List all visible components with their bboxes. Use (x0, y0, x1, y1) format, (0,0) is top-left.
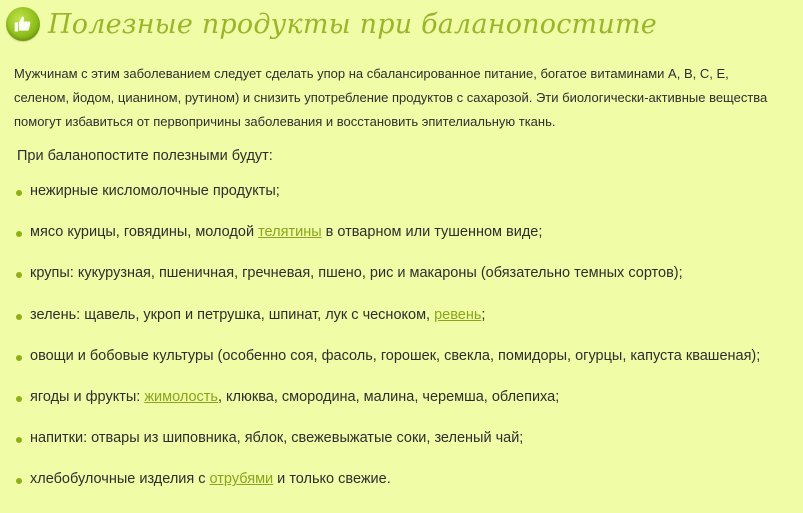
list-item-text: зелень: щавель, укроп и петрушка, шпинат, лук с чесноком, (30, 306, 435, 323)
list-item (16, 389, 760, 430)
list-item-text: , клюква, смородина, малина, черемша, облепиха; (217, 388, 560, 405)
list-item-text: напитки: отвары из шиповника, яблок, свежевыжатые соки, зеленый чай; (30, 430, 524, 447)
section-header (6, 4, 657, 44)
link-zhimolost[interactable]: жимолость (144, 388, 218, 405)
bullet-icon (16, 478, 22, 484)
list-item-text: ; (481, 306, 486, 323)
page-title: Полезные продукты при баланопостите (48, 8, 657, 40)
list-item-text: ягоды и фрукты: (30, 388, 145, 405)
intro-paragraph: Мужчинам с этим заболеванием следует сделать упор на сбалансированное питание, богатое витаминами А, В, С, Е, селеном, йодом, цианином, рутином) и снизить употребление продуктов с сахарозой. Эти биологически-активные вещества помогут избавиться от первопричины заболевания и восстановить эпителиальную ткань. (14, 66, 768, 129)
list-item-text: в отварном или тушенном виде; (321, 224, 543, 241)
bullet-icon (16, 190, 22, 196)
list-item (16, 348, 760, 389)
link-reven[interactable]: ревень (434, 306, 482, 323)
list-lead-text: При баланопостите полезными будут: (17, 148, 273, 164)
list-item-text: овощи и бобовые культуры (особенно соя, фасоль, горошек, свекла, помидоры, огурцы, капуста квашеная); (30, 347, 761, 364)
link-telyatiny[interactable]: телятины (258, 224, 322, 241)
useful-products-list (16, 183, 760, 513)
list-item (16, 430, 760, 471)
list-item (16, 224, 760, 265)
list-item-text: крупы: кукурузная, пшеничная, гречневая, пшено, рис и макароны (обязательно темных сортов); (30, 265, 683, 282)
bullet-icon (16, 314, 22, 320)
bullet-icon (16, 355, 22, 361)
list-item-text: нежирные кисломолочные продукты; (30, 183, 280, 199)
bullet-icon (16, 437, 22, 443)
list-item-text: и только свежие. (273, 471, 391, 488)
link-otrubyami[interactable]: отрубями (209, 471, 274, 488)
list-item (16, 265, 760, 306)
list-item (16, 307, 760, 348)
bullet-icon (16, 231, 22, 237)
bullet-icon (16, 272, 22, 278)
list-item (16, 471, 760, 512)
list-item-text: хлебобулочные изделия с (30, 471, 210, 488)
bullet-icon (16, 396, 22, 402)
thumbs-up-icon (6, 7, 40, 41)
list-item (16, 183, 760, 224)
list-item-text: мясо курицы, говядины, молодой (30, 224, 259, 241)
